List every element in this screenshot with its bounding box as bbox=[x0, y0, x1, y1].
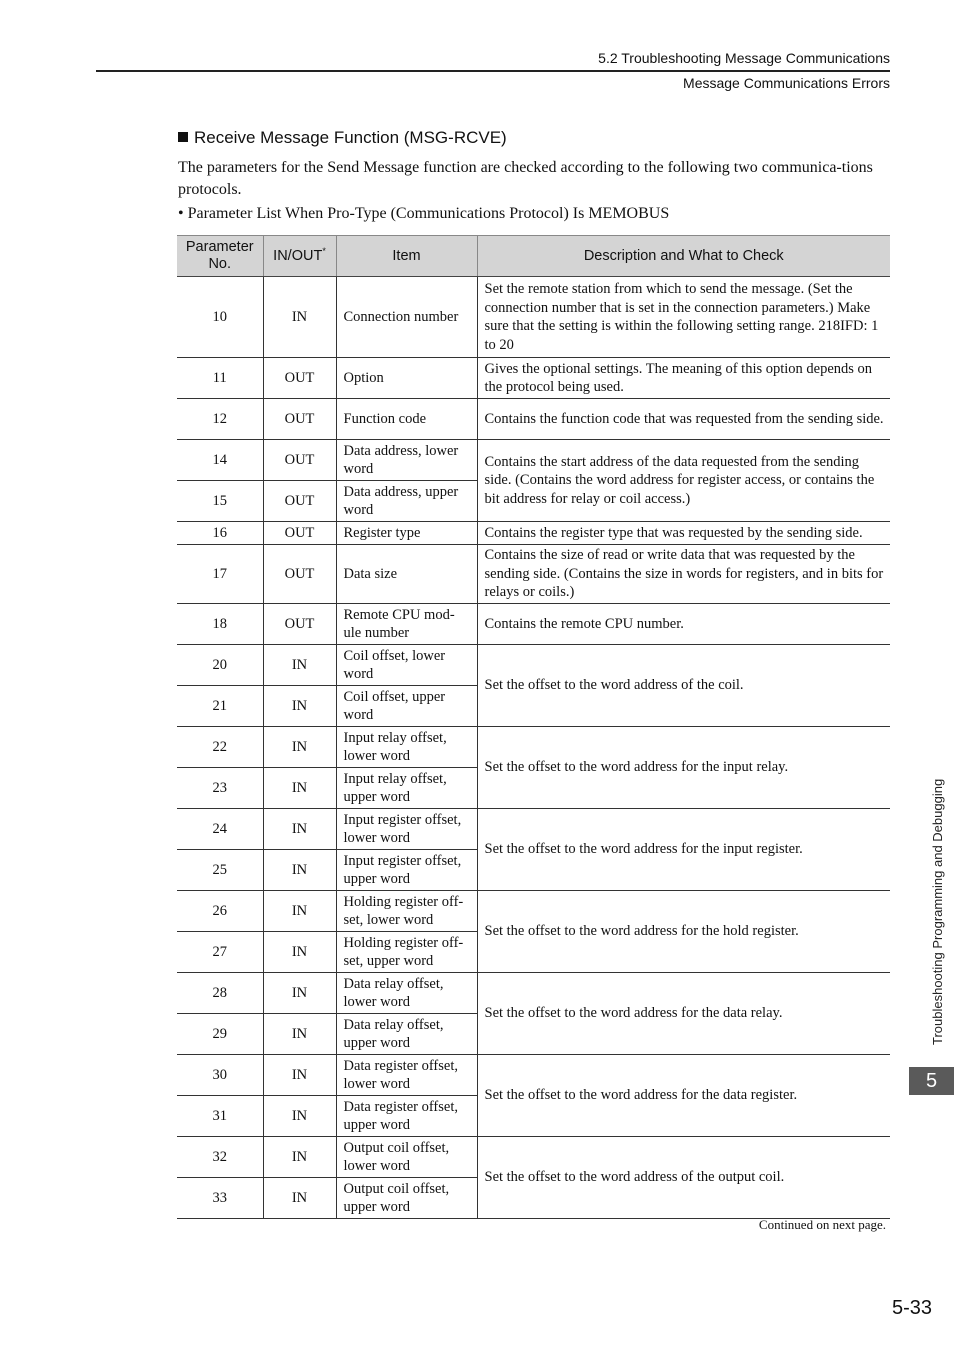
table-row bbox=[177, 809, 890, 850]
continued-note: Continued on next page. bbox=[758, 1217, 886, 1232]
inout-cell: IN bbox=[263, 1014, 336, 1055]
table-row bbox=[177, 399, 890, 440]
section-title-text: Receive Message Function (MSG-RCVE) bbox=[194, 128, 507, 147]
param-no-cell: 18 bbox=[177, 604, 263, 645]
param-no-cell: 16 bbox=[177, 522, 263, 545]
chapter-tab: 5 bbox=[909, 1067, 954, 1095]
param-no-cell: 23 bbox=[177, 768, 263, 809]
table-row bbox=[177, 604, 890, 645]
item-cell: Connection number bbox=[336, 277, 477, 358]
description-cell: Contains the size of read or write data that was requested by the sending side. (Contains the size in words for registers, and in bits for relays or coils.) bbox=[477, 545, 890, 604]
inout-cell: IN bbox=[263, 1096, 336, 1137]
param-no-cell: 27 bbox=[177, 932, 263, 973]
page-number: 5-33 bbox=[891, 1297, 932, 1319]
item-cell: Option bbox=[336, 358, 477, 399]
param-no-cell: 25 bbox=[177, 850, 263, 891]
item-cell: Remote CPU mod-ule number bbox=[336, 604, 477, 645]
running-header-section: 5.2 Troubleshooting Message Communications bbox=[598, 50, 890, 66]
param-no-cell: 30 bbox=[177, 1055, 263, 1096]
table-row bbox=[177, 973, 890, 1014]
param-no-cell: 24 bbox=[177, 809, 263, 850]
section-title bbox=[178, 128, 507, 148]
param-no-cell: 15 bbox=[177, 481, 263, 522]
param-no-cell: 29 bbox=[177, 1014, 263, 1055]
table-row bbox=[177, 891, 890, 932]
description-cell: Set the offset to the word address for the data relay. bbox=[477, 973, 890, 1055]
chapter-side-label: Troubleshooting Programming and Debugging bbox=[930, 778, 945, 1045]
inout-cell: IN bbox=[263, 932, 336, 973]
item-cell: Data register offset, upper word bbox=[336, 1096, 477, 1137]
inout-cell: IN bbox=[263, 1178, 336, 1219]
running-header-subsection: Message Communications Errors bbox=[683, 75, 890, 91]
param-no-cell: 11 bbox=[177, 358, 263, 399]
item-cell: Input relay offset, upper word bbox=[336, 768, 477, 809]
col-header-description: Description and What to Check bbox=[477, 236, 890, 277]
description-cell: Set the offset to the word address for the input register. bbox=[477, 809, 890, 891]
param-no-cell: 10 bbox=[177, 277, 263, 358]
description-cell: Contains the start address of the data requested from the sending side. (Contains the word address for register access, or contains the bit address for relay or coil access.) bbox=[477, 440, 890, 522]
inout-cell: OUT bbox=[263, 481, 336, 522]
param-no-cell: 12 bbox=[177, 399, 263, 440]
item-cell: Input relay offset, lower word bbox=[336, 727, 477, 768]
inout-cell: OUT bbox=[263, 545, 336, 604]
item-cell: Coil offset, lower word bbox=[336, 645, 477, 686]
table-row bbox=[177, 1055, 890, 1096]
inout-cell: IN bbox=[263, 277, 336, 358]
item-cell: Holding register off-set, lower word bbox=[336, 891, 477, 932]
item-cell: Data relay offset, lower word bbox=[336, 973, 477, 1014]
description-cell: Set the offset to the word address of the output coil. bbox=[477, 1137, 890, 1219]
param-no-cell: 26 bbox=[177, 891, 263, 932]
inout-cell: OUT bbox=[263, 440, 336, 481]
description-cell: Set the offset to the word address of the coil. bbox=[477, 645, 890, 727]
table-row bbox=[177, 358, 890, 399]
inout-cell: OUT bbox=[263, 604, 336, 645]
inout-cell: IN bbox=[263, 891, 336, 932]
bullet-item: • Parameter List When Pro-Type (Communications Protocol) Is MEMOBUS bbox=[178, 205, 670, 222]
param-no-cell: 28 bbox=[177, 973, 263, 1014]
inout-cell: IN bbox=[263, 1137, 336, 1178]
item-cell: Data relay offset, upper word bbox=[336, 1014, 477, 1055]
item-cell: Data address, lower word bbox=[336, 440, 477, 481]
inout-cell: IN bbox=[263, 645, 336, 686]
header-rule bbox=[96, 70, 890, 72]
description-cell: Gives the optional settings. The meaning of this option depends on the protocol being used. bbox=[477, 358, 890, 399]
item-cell: Coil offset, upper word bbox=[336, 686, 477, 727]
col-header-inout: IN/OUT* bbox=[263, 236, 336, 277]
item-cell: Data address, upper word bbox=[336, 481, 477, 522]
table-row bbox=[177, 277, 890, 358]
table-row bbox=[177, 727, 890, 768]
inout-cell: IN bbox=[263, 809, 336, 850]
square-bullet-icon bbox=[178, 132, 188, 142]
inout-cell: IN bbox=[263, 850, 336, 891]
table-row bbox=[177, 440, 890, 481]
inout-cell: IN bbox=[263, 768, 336, 809]
param-no-cell: 33 bbox=[177, 1178, 263, 1219]
description-cell: Set the offset to the word address for the data register. bbox=[477, 1055, 890, 1137]
inout-cell: OUT bbox=[263, 399, 336, 440]
col-header-param-no: Parameter No. bbox=[177, 236, 263, 277]
inout-cell: OUT bbox=[263, 358, 336, 399]
param-no-cell: 20 bbox=[177, 645, 263, 686]
table-row bbox=[177, 645, 890, 686]
item-cell: Data size bbox=[336, 545, 477, 604]
table-row bbox=[177, 522, 890, 545]
description-cell: Contains the register type that was requested by the sending side. bbox=[477, 522, 890, 545]
description-cell: Contains the remote CPU number. bbox=[477, 604, 890, 645]
table-row bbox=[177, 1137, 890, 1178]
description-cell: Set the offset to the word address for the input relay. bbox=[477, 727, 890, 809]
item-cell: Output coil offset, lower word bbox=[336, 1137, 477, 1178]
table-row bbox=[177, 545, 890, 604]
parameter-table bbox=[177, 235, 890, 1219]
param-no-cell: 32 bbox=[177, 1137, 263, 1178]
item-cell: Input register offset, upper word bbox=[336, 850, 477, 891]
param-no-cell: 14 bbox=[177, 440, 263, 481]
item-cell: Output coil offset, upper word bbox=[336, 1178, 477, 1219]
description-cell: Set the remote station from which to send the message. (Set the connection number that is set in the connection parameters.) Make sure that the setting is within the following setting range. 218IFD: 1 to 20 bbox=[477, 277, 890, 358]
item-cell: Data register offset, lower word bbox=[336, 1055, 477, 1096]
param-no-cell: 17 bbox=[177, 545, 263, 604]
param-no-cell: 31 bbox=[177, 1096, 263, 1137]
footnote-mark: * bbox=[322, 245, 326, 256]
inout-cell: OUT bbox=[263, 522, 336, 545]
inout-cell: IN bbox=[263, 973, 336, 1014]
inout-cell: IN bbox=[263, 1055, 336, 1096]
param-no-cell: 22 bbox=[177, 727, 263, 768]
item-cell: Input register offset, lower word bbox=[336, 809, 477, 850]
inout-cell: IN bbox=[263, 727, 336, 768]
param-no-cell: 21 bbox=[177, 686, 263, 727]
inout-cell: IN bbox=[263, 686, 336, 727]
col-header-item: Item bbox=[336, 236, 477, 277]
item-cell: Holding register off-set, upper word bbox=[336, 932, 477, 973]
item-cell: Register type bbox=[336, 522, 477, 545]
description-cell: Contains the function code that was requested from the sending side. bbox=[477, 399, 890, 440]
intro-paragraph: The parameters for the Send Message function are checked according to the following two communica-tions protocols. bbox=[178, 159, 873, 198]
description-cell: Set the offset to the word address for the hold register. bbox=[477, 891, 890, 973]
item-cell: Function code bbox=[336, 399, 477, 440]
